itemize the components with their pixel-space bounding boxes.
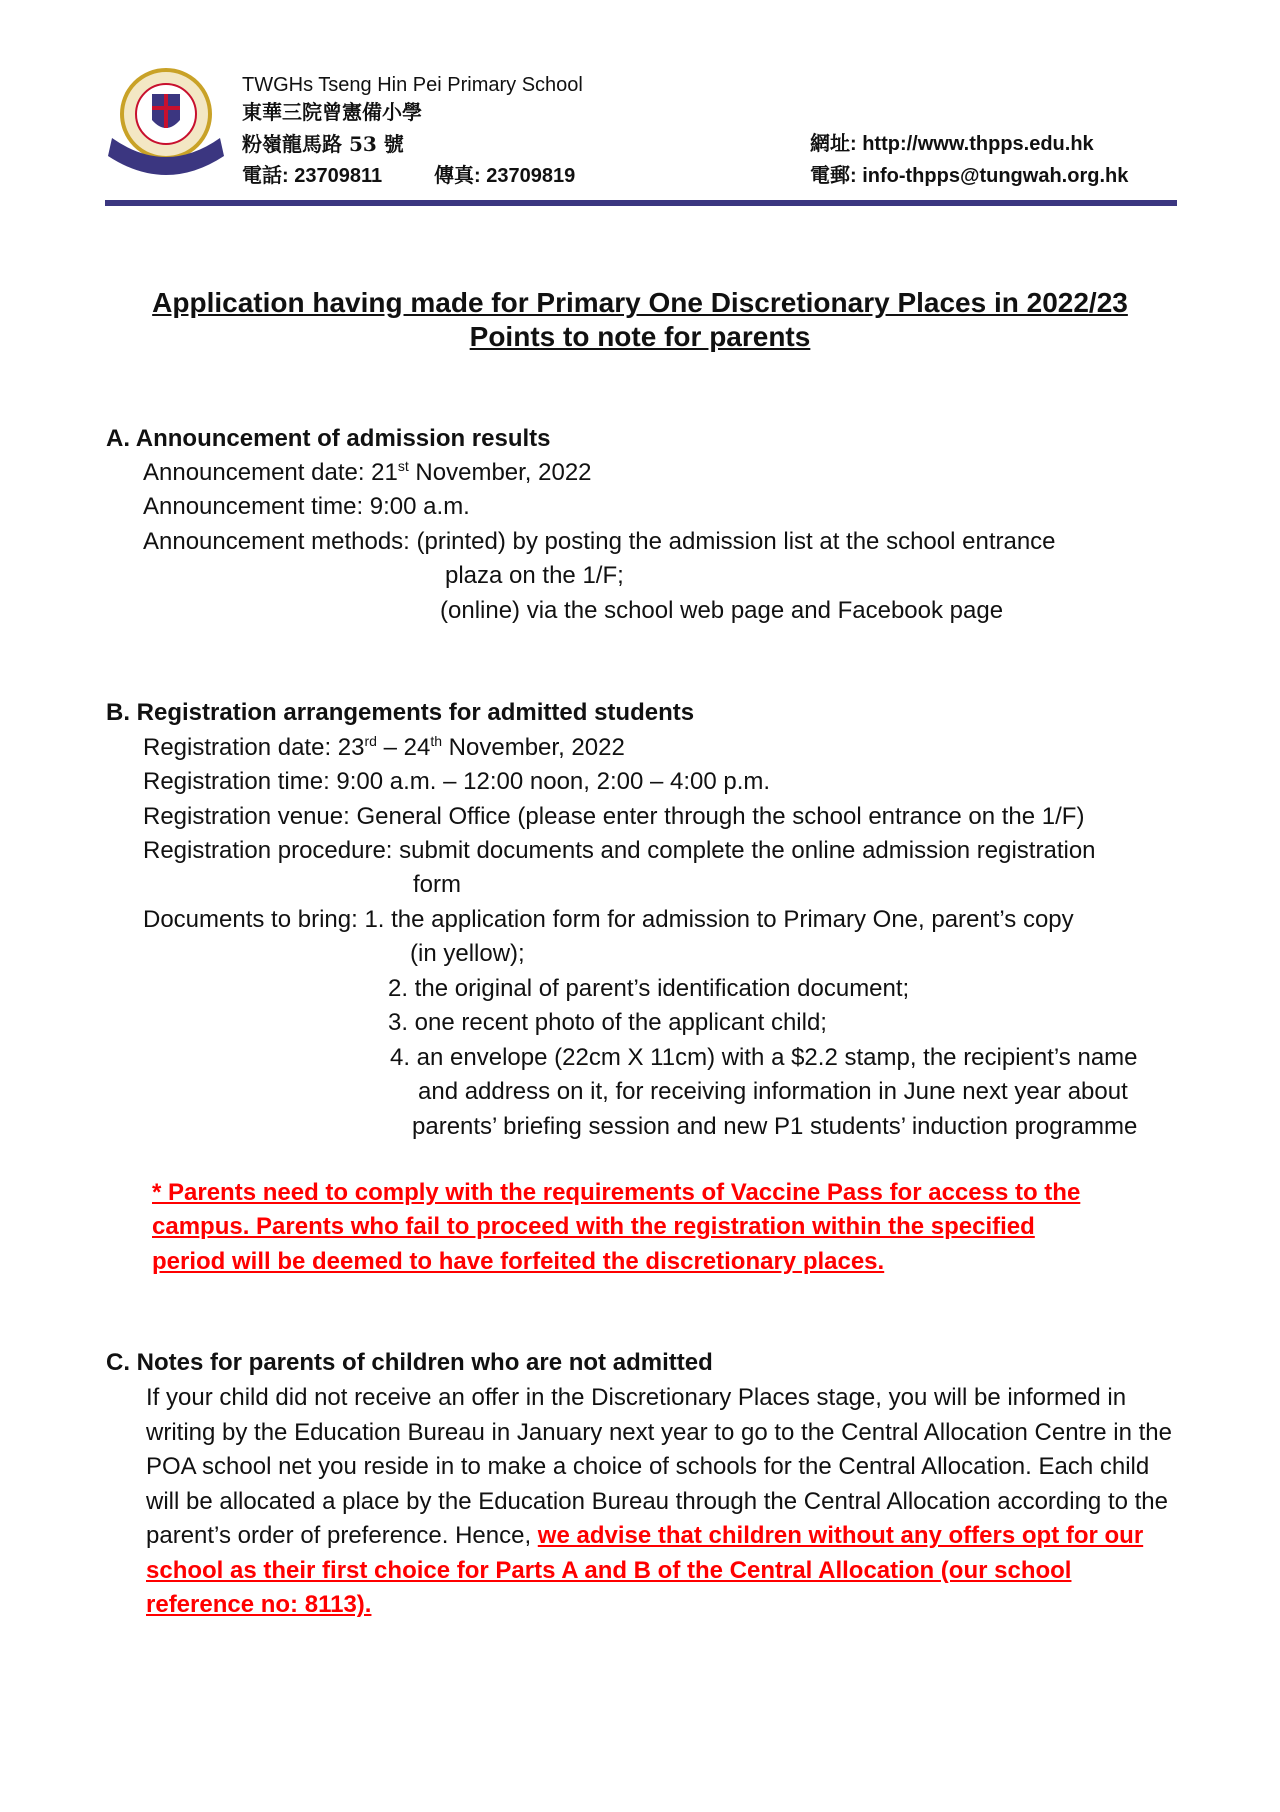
documents-item-4-cont2: parents’ briefing session and new P1 students’ induction programme bbox=[412, 1113, 1138, 1140]
header-divider bbox=[105, 200, 1177, 206]
section-a-heading: A. Announcement of admission results bbox=[106, 425, 551, 452]
school-logo bbox=[104, 64, 228, 188]
school-name-zh: 東華三院曾憲備小學 bbox=[242, 100, 422, 124]
documents-item-2: 2. the original of parent’s identification document; bbox=[388, 975, 910, 1002]
school-choice-advice: we advise that children without any offers opt for our school as their first choice for Parts A and B of the Central Allocation (our school reference no: 8113). bbox=[146, 1522, 1144, 1618]
announcement-time: Announcement time: 9:00 a.m. bbox=[143, 493, 470, 520]
section-c-heading: C. Notes for parents of children who are not admitted bbox=[106, 1349, 713, 1376]
documents-item-3: 3. one recent photo of the applicant child; bbox=[388, 1009, 827, 1036]
section-c-paragraph: If your child did not receive an offer in the Discretionary Places stage, you will be informed in writing by the Education Bureau in January next year to go to the Central Allocation Centre in the POA school net you reside in to make a choice of schools for the Central Allocation. Each child will be allocated a place by the Education Bureau through the Central Allocation according to the parent’s order of preference. Hence, we advise that children without any offers opt for our school as their first choice for Parts A and B of the Central Allocation (our school reference no: 8113). bbox=[146, 1384, 1172, 1618]
documents-item-1-cont: (in yellow); bbox=[410, 940, 525, 967]
document-subtitle: Points to note for parents bbox=[469, 321, 811, 352]
document-title: Application having made for Primary One Discretionary Places in 2022/23 bbox=[152, 287, 1128, 318]
school-address: 粉嶺龍馬路 53 號 bbox=[242, 132, 404, 156]
documents-item-4: 4. an envelope (22cm X 11cm) with a $2.2 stamp, the recipient’s name bbox=[390, 1044, 1138, 1071]
vaccine-pass-notice-line2: campus. Parents who fail to proceed with the registration within the specified bbox=[152, 1213, 1035, 1240]
section-b-heading: B. Registration arrangements for admitted students bbox=[106, 699, 695, 726]
vaccine-pass-notice-line3: period will be deemed to have forfeited the discretionary places. bbox=[152, 1248, 885, 1275]
registration-venue: Registration venue: General Office (please enter through the school entrance on the 1/F) bbox=[143, 803, 1085, 830]
school-phone: 電話: 23709811 bbox=[242, 165, 383, 187]
announcement-date: Announcement date: 21st November, 2022 bbox=[143, 458, 592, 486]
announcement-methods: Announcement methods: (printed) by posting the admission list at the school entrance bbox=[143, 528, 1056, 555]
school-fax: 傳真: 23709819 bbox=[434, 165, 576, 187]
registration-procedure: Registration procedure: submit documents and complete the online admission registration bbox=[143, 837, 1096, 864]
announcement-methods-cont: plaza on the 1/F; bbox=[445, 562, 624, 589]
registration-date: Registration date: 23rd – 24th November, 2022 bbox=[143, 733, 625, 761]
documents-item-1: Documents to bring: 1. the application form for admission to Primary One, parent’s copy bbox=[143, 906, 1074, 933]
vaccine-pass-notice-line1: * Parents need to comply with the requirements of Vaccine Pass for access to the bbox=[152, 1179, 1081, 1206]
registration-procedure-cont: form bbox=[413, 871, 461, 898]
school-name-en: TWGHs Tseng Hin Pei Primary School bbox=[242, 74, 583, 96]
registration-time: Registration time: 9:00 a.m. – 12:00 noon, 2:00 – 4:00 p.m. bbox=[143, 768, 771, 795]
school-website: 網址: http://www.thpps.edu.hk bbox=[810, 133, 1094, 155]
school-email: 電郵: info-thpps@tungwah.org.hk bbox=[810, 165, 1129, 187]
announcement-methods-online: (online) via the school web page and Facebook page bbox=[440, 597, 1004, 624]
documents-item-4-cont: and address on it, for receiving information in June next year about bbox=[418, 1078, 1128, 1105]
